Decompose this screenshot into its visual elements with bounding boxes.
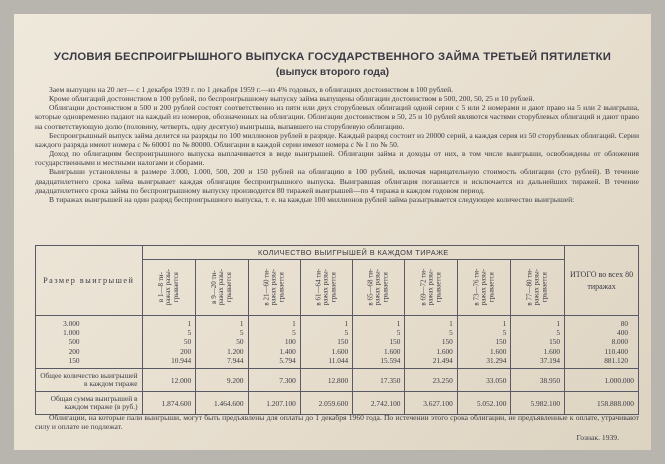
footer-note: Облигации, на которые пали выигрыши, могут быть предъявлены для оплаты до 1 декабря 1960 года. По истечении этого срока облигации, не предъявленные к оплате, утрачивают силу и оплате не подлежат. [35,413,639,432]
win-count: 50 [183,337,192,347]
sum-row [36,392,639,415]
win-count: 5 [187,328,192,338]
conditions-text [35,85,639,204]
win-count: 150 [441,337,453,347]
draw-range-label: в 77—80 ти- ражах разы- грывается [525,269,549,306]
count-value: 1.000.000 [565,369,639,392]
win-count: 10.944 [171,355,192,365]
draw-values [248,316,300,369]
printer-mark: Гознак. 1939. [576,433,619,442]
document-subtitle: (выпуск второго года) [275,67,390,78]
count-label: Общее количество выигрышей в каждом тираже [36,369,143,392]
sum-value: 1.464.600 [196,392,248,415]
sum-label: Общая сумма выигрышей в каждом тираже (в руб.) [36,392,143,415]
size-header: Размер выигрышей [36,246,143,316]
draw-range-header [142,260,196,316]
size-list [36,316,143,369]
win-count: 1.400 [279,346,296,356]
sum-value: 5.052.100 [457,392,511,415]
count-value: 38.950 [511,369,565,392]
draw-range-label: в 9—20 ти- ражах разы- грывается [209,269,233,306]
draw-range-label: в 69—72 ти- ражах разы- грывается [418,269,442,306]
win-count: 150 [495,337,507,347]
sum-value: 1.207.100 [248,392,300,415]
win-count: 1 [239,318,244,328]
draw-values [142,316,196,369]
total-value: 8.000 [611,337,628,347]
sum-value: 2.059.600 [300,392,352,415]
win-count: 1.200 [227,346,244,356]
sum-value: 3.627.100 [405,392,457,415]
total-header: ИТОГО во всех 80 тиражах [565,246,639,316]
draw-range-header [300,260,352,316]
paragraph: Доход по облигациям беспроигрышного выпуска выплачивается в виде выигрышей. Облигации займа и доходы от них, в том числе выигрыши, освобождены от обложения государственными и местными налогами и сборами. [35,149,639,168]
total-value: 881.120 [604,355,628,365]
win-count: 5 [292,328,296,338]
draw-values [196,316,248,369]
draw-values [353,316,405,369]
win-count: 5 [344,328,349,338]
size-value: 200 [68,346,80,356]
win-count: 1 [502,318,507,328]
draw-range-header [353,260,405,316]
draw-range-label: в 21—60 ти- ражах разы- грывается [262,269,285,306]
total-value: 80 [620,318,628,328]
draw-values [511,316,565,369]
win-count: 1.600 [331,346,349,356]
win-count: 37.194 [540,355,561,365]
win-count: 5 [449,328,453,338]
count-value: 17.350 [353,369,405,392]
count-row [36,369,639,392]
win-count: 1 [187,318,192,328]
size-value: 500 [68,337,80,347]
win-count: 5.794 [279,355,296,365]
win-count: 1.600 [543,346,561,356]
draw-range-header [511,260,565,316]
draw-values [457,316,511,369]
paragraph: Выигрыши установлены в размере 3.000, 1.000, 500, 200 и 150 рублей на облигацию в 100 рублей, включая нарицательную стоимость облигации (сто рублей). В течение двадцатилетнего срока займа выигрывает каждая облигация беспроигрышного выпуска. Выигравшая облигация погашается и исключается из дальнейших тиражей. В течение двадцатилетнего срока займа по беспроигрышному выпуску производится 80 тиражей выигрышей—по 4 тиража в каждом годовом период. [35,167,639,195]
group-header: КОЛИЧЕСТВО ВЫИГРЫШЕЙ В КАЖДОМ ТИРАЖЕ [142,246,565,260]
count-value: 23.250 [405,369,457,392]
win-count: 5 [239,328,244,338]
win-count: 1.600 [384,346,401,356]
document-title: УСЛОВИЯ БЕСПРОИГРЫШНОГО ВЫПУСКА ГОСУДАРСТВЕННОГО ЗАЙМА ТРЕТЬЕЙ ПЯТИЛЕТКИ [53,51,612,63]
count-value: 12.000 [142,369,196,392]
winnings-table [35,245,639,415]
draw-range-header [405,260,457,316]
size-value: 150 [68,355,80,365]
paragraph: Облигации достоинством в 500 и 200 рублей состоят соответственно из пяти или двух сторублевых облигаций одной серии с 5 или 2 номерами и дают право на 5 или 2 выигрыша, которые одновременно падают на каждый из номеров, обозначенных на облигации. Облигации достоинством в 50, 25 и 10 рублей являются частями сторублевых облигаций и дают право на соответствующую долю (половину, четверть, одну десятую) выигрыша, выпавшего на сторублевую облигацию. [35,103,639,131]
sum-value: 1.874.600 [142,392,196,415]
win-count: 1 [344,318,349,328]
win-count: 21.494 [432,355,453,365]
win-count: 1.600 [490,346,507,356]
draw-range-label: в 65—68 ти- ражах разы- грывается [366,269,390,306]
win-count: 5 [502,328,507,338]
win-count: 150 [549,337,561,347]
draw-range-header [457,260,511,316]
values-row [36,316,639,369]
sum-value: 158.888.000 [565,392,639,415]
paragraph: Заем выпущен на 20 лет— с 1 декабря 1939 г. по 1 декабря 1959 г.—из 4% годовых, в облигациях достоинством в 100 рублей. [49,85,454,94]
total-value: 110.400 [604,346,628,356]
win-count: 1 [449,318,453,328]
draw-range-label: в 61—64 ти- ражах разы- грывается [314,269,338,306]
draw-values [405,316,457,369]
count-value: 33.050 [457,369,511,392]
win-count: 1.600 [436,346,453,356]
win-count: 5 [556,328,561,338]
count-value: 9.200 [196,369,248,392]
count-value: 7.300 [248,369,300,392]
win-count: 100 [284,337,296,347]
size-value: 1.000 [63,328,80,338]
win-count: 150 [337,337,349,347]
win-count: 50 [236,337,244,347]
win-count: 1 [556,318,561,328]
win-count: 31.294 [486,355,507,365]
paragraph: Беспроигрышный выпуск займа делится на разряды по 100 миллионов рублей в разряде. Каждый разряд состоит из 20000 серий, а каждая серия из 50 сторублевых облигаций. Серии каждого разряда имеют номера с № 60001 по № 80000. Облигации в каждой серии имеют номера с № 1 по № 50. [35,130,639,149]
win-count: 5 [396,328,401,338]
draw-values [300,316,352,369]
draw-range-label: в 1—8 ти- ражах разы- грывается [156,269,180,306]
win-count: 1 [292,318,296,328]
size-value: 3.000 [63,318,80,328]
total-value: 400 [617,328,628,338]
win-count: 7.944 [227,355,244,365]
paragraph: Кроме облигаций достоинством в 100 рублей, по беспроигрышному выпуску займа выпущены облигации достоинством в 500, 200, 50, 25 и 10 рублей. [49,94,535,104]
sum-value: 5.982.100 [511,392,565,415]
sum-value: 2.742.100 [353,392,405,415]
win-count: 11.044 [328,355,349,365]
draw-range-header [196,260,248,316]
win-count: 200 [180,346,192,356]
win-count: 150 [389,337,401,347]
count-value: 12.800 [300,369,352,392]
bond-sheet [14,14,651,450]
win-count: 1 [396,318,401,328]
paragraph: В тиражах выигрышей на один разряд беспроигрышного выпуска, т. е. на каждые 100 миллионов рублей займа разыгрывается следующее количество выигрышей: [49,194,575,204]
win-count: 15.594 [380,355,401,365]
draw-range-header [248,260,300,316]
total-values [565,316,639,369]
draw-range-label: в 73—76 ти- ражах разы- грывается [471,269,495,306]
